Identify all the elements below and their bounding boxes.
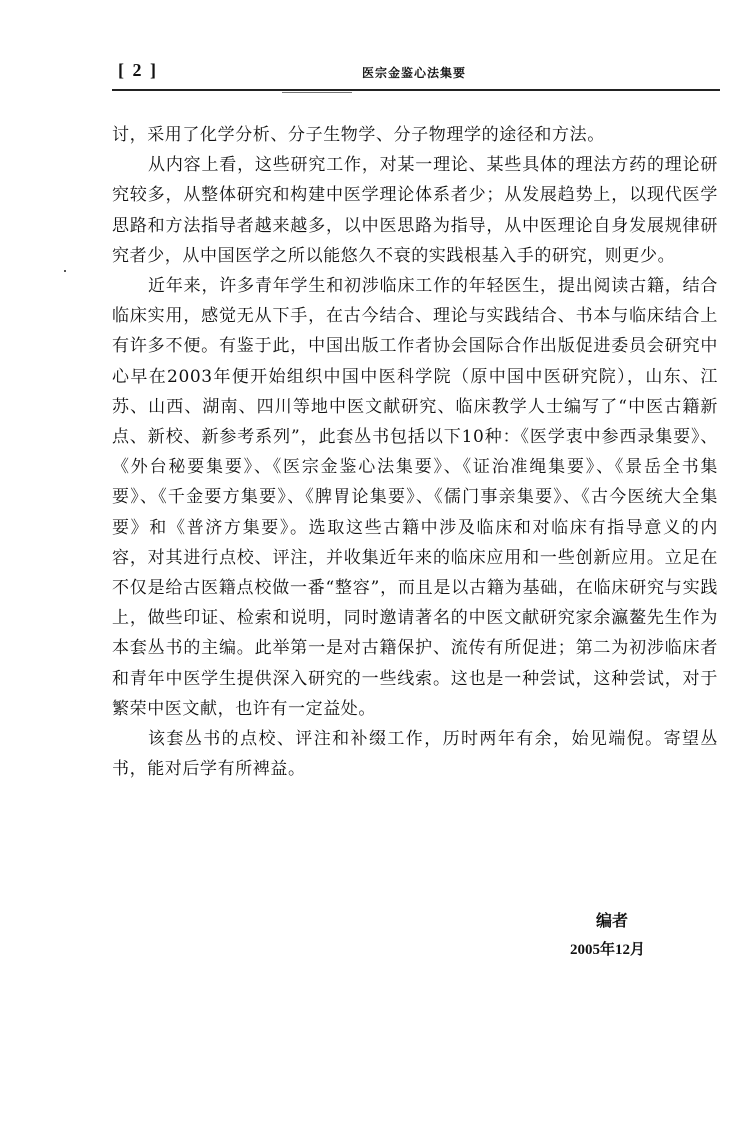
body-text <box>112 120 718 784</box>
page-header <box>112 56 720 96</box>
paragraph-series-introduction: 近年来，许多青年学生和初涉临床工作的年轻医生，提出阅读古籍，结合临床实用，感觉无从下手，在古今结合、理论与实践结合、书本与临床结合上有许多不便。有鉴于此，中国出版工作者协会国际合作出版促进委员会研究中心早在2003年便开始组织中国中医科学院（原中国中医研究院），山东、江苏、山西、湖南、四川等地中医文献研究、临床教学人士编写了“中医古籍新点、新校、新参考系列”，此套丛书包括以下10种：《医学衷中参西录集要》、《外台秘要集要》、《医宗金鉴心法集要》、《证治准绳集要》、《景岳全书集要》、《千金要方集要》、《脾胃论集要》、《儒门事亲集要》、《古今医统大全集要》和《普济方集要》。选取这些古籍中涉及临床和对临床有指导意义的内容，对其进行点校、评注，并收集近年来的临床应用和一些创新应用。立足在不仅是给古医籍点校做一番“整容”，而且是以古籍为基础，在临床研究与实践上，做些印证、检索和说明，同时邀请著名的中医文献研究家余瀛鳌先生作为本套丛书的主编。此举第一是对古籍保护、流传有所促进；第二为初涉临床者和青年中医学生提供深入研究的一些线索。这也是一种尝试，这种尝试，对于繁荣中医文献，也许有一定益处。 <box>112 276 718 719</box>
header-underline-mark <box>282 92 352 93</box>
paragraph-closing: 该套丛书的点校、评注和补缀工作，历时两年有余，始见端倪。寄望丛书，能对后学有所裨益。 <box>112 729 718 780</box>
scan-speck <box>64 270 66 272</box>
author-signature: 编者 <box>596 911 629 930</box>
signature-date: 2005年12月 <box>570 942 646 958</box>
page-number: [ 2 ] <box>118 60 158 80</box>
paragraph-research-content: 从内容上看，这些研究工作，对某一理论、某些具体的理法方药的理论研究较多，从整体研究和构建中医学理论体系者少；从发展趋势上，以现代医学思路和方法指导者越来越多，以中医思路为指导，从中医理论自身发展规律研究者少，从中国医学之所以能悠久不衰的实践根基入手的研究，则更少。 <box>112 155 718 266</box>
running-title: 医宗金鉴心法集要 <box>362 66 467 80</box>
paragraph-continuation: 讨，采用了化学分析、分子生物学、分子物理学的途径和方法。 <box>112 125 605 145</box>
header-rule <box>112 89 720 91</box>
